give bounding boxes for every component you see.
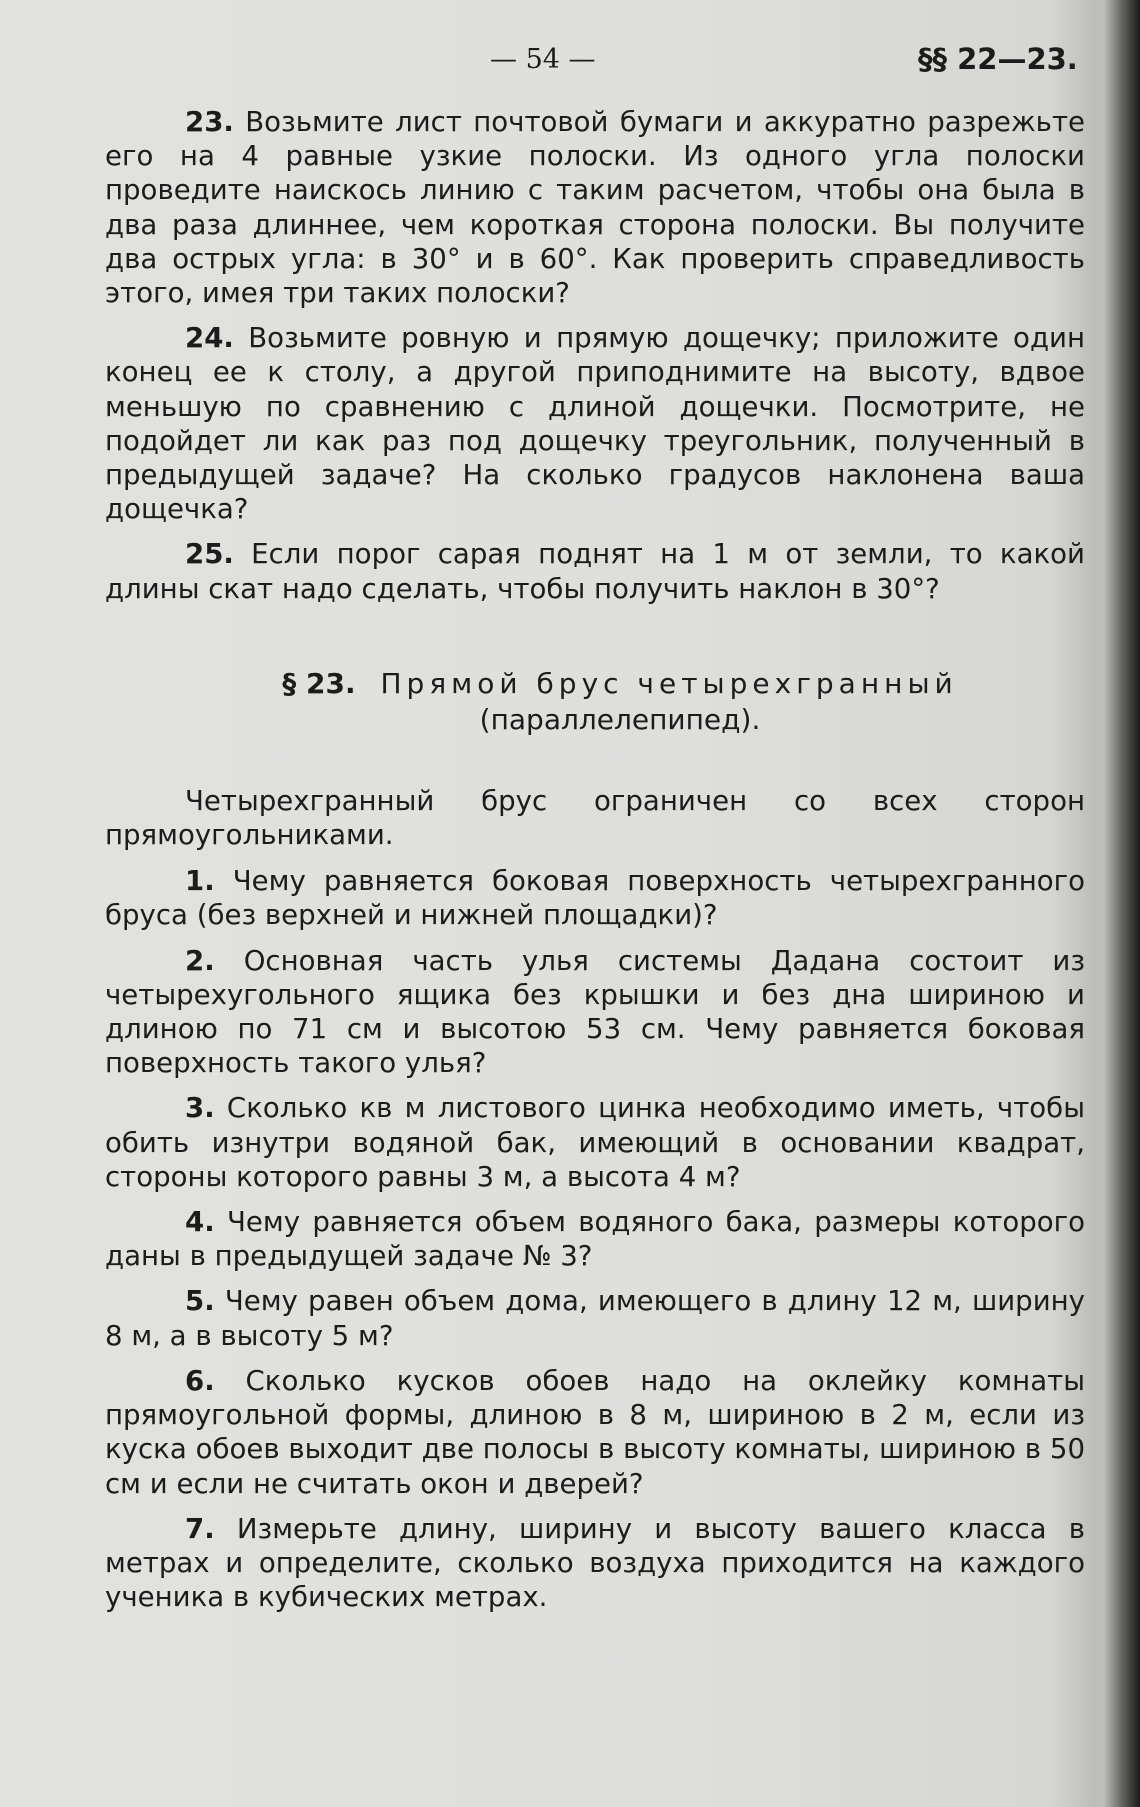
problem-number: 5. — [185, 1284, 215, 1318]
page-body — [105, 105, 1085, 1625]
problem-paragraph — [105, 1364, 1085, 1501]
problem-number: 4. — [185, 1205, 215, 1239]
problem-text: Чему равняется объем водяного бака, размеры которого даны в предыдущей задаче № 3? — [105, 1205, 1085, 1273]
problem-paragraph — [105, 321, 1085, 526]
problem-text: Чему равняется боковая поверхность четырехгранного бруса (без верхней и нижней площадки)? — [105, 864, 1085, 932]
problem-paragraph — [105, 1284, 1085, 1352]
problem-text: Возьмите лист почтовой бумаги и аккуратно разрежьте его на 4 равные узкие полоски. Из одного угла полоски проведите наискось линию с таким расчетом, чтобы она была в два раза длиннее, чем короткая сторона полоски. Вы получите два острых угла: в 30° и в 60°. Как проверить справедливость этого, имея три таких полоски? — [105, 105, 1085, 310]
section-title: Прямой брус четырехгранный — [380, 666, 958, 700]
problem-text: Если порог сарая поднят на 1 м от земли, то какой длины скат надо сделать, чтобы получить наклон в 30°? — [105, 537, 1085, 605]
problem-text: Измерьте длину, ширину и высоту вашего класса в метрах и определите, сколько воздуха приходится на каждого ученика в кубических метрах. — [105, 1511, 1085, 1614]
binding-shadow — [1104, 0, 1140, 1807]
problem-number: 25. — [185, 537, 234, 571]
problem-text: Сколько кусков обоев надо на оклейку комнаты прямоугольной формы, длиною в 8 м, шириною в 2 м, если из куска обоев выходит две полосы в высоту комнаты, шириною в 50 см и если не считать окон и дверей? — [105, 1363, 1085, 1500]
section-heading — [105, 666, 1085, 738]
problem-text: Основная часть улья системы Дадана состоит из четырехугольного ящика без крышки и без дна шириною и длиною по 71 см и высотою 53 см. Чему равняется боковая поверхность такого улья? — [105, 943, 1085, 1080]
problem-paragraph — [105, 944, 1085, 1081]
section-subtitle: (параллелепипед). — [479, 702, 761, 736]
problem-number: 7. — [185, 1511, 215, 1545]
problem-paragraph — [105, 537, 1085, 605]
problem-number: 24. — [185, 321, 234, 355]
problem-number: 2. — [185, 943, 215, 977]
problem-text: Возьмите ровную и прямую дощечку; приложите один конец ее к столу, а другой приподнимите на высоту, вдвое меньшую по сравнению с длиной дощечки. Посмотрите, не подойдет ли как раз под дощечку треугольник, полученный в предыдущей задаче? На сколько градусов наклонена ваша дощечка? — [105, 321, 1085, 526]
problem-paragraph — [105, 105, 1085, 310]
problem-paragraph — [105, 1205, 1085, 1273]
problem-number: 23. — [185, 105, 234, 138]
problem-paragraph — [105, 864, 1085, 932]
page-number: — 54 — — [490, 44, 596, 75]
problem-number: 3. — [185, 1091, 215, 1125]
running-section-ref: §§ 22—23. — [918, 42, 1078, 76]
problem-paragraph — [105, 1091, 1085, 1194]
page-header — [0, 38, 1100, 88]
problem-text: Сколько кв м листового цинка необходимо иметь, чтобы обить изнутри водяной бак, имеющий в основании квадрат, стороны которого равны 3 м, а высота 4 м? — [105, 1091, 1085, 1193]
problem-number: 6. — [185, 1363, 215, 1397]
section-intro: Четырехгранный брус ограничен со всех сторон прямоугольниками. — [105, 783, 1085, 852]
problem-paragraph — [105, 1512, 1085, 1615]
problem-text: Чему равен объем дома, имеющего в длину 12 м, ширину 8 м, а в высоту 5 м? — [105, 1284, 1085, 1352]
problem-number: 1. — [185, 864, 215, 898]
section-number: § 23. — [282, 666, 356, 700]
